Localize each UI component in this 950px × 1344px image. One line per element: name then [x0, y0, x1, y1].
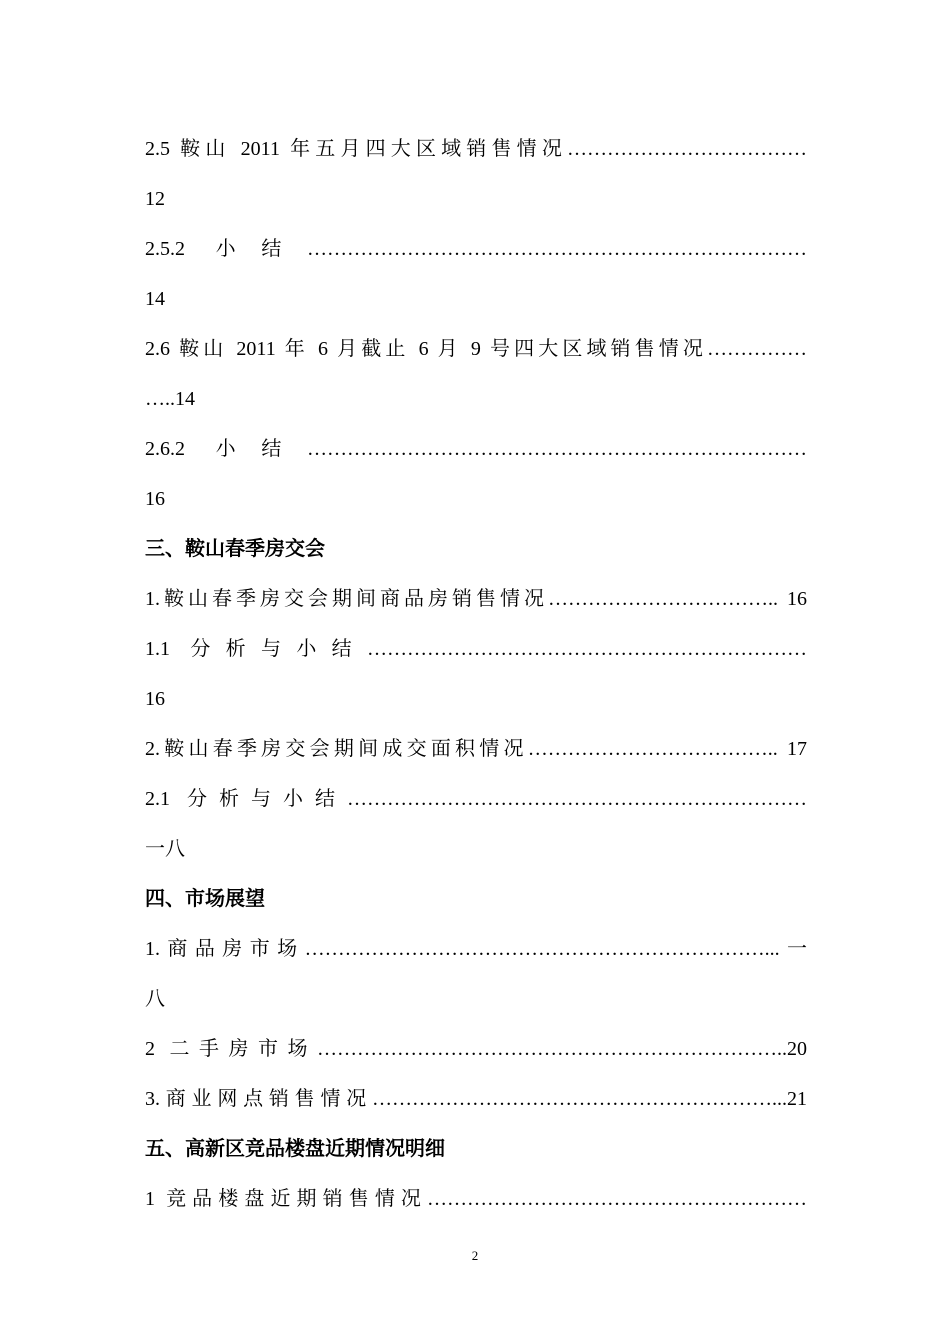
toc-page-ref: 一八	[145, 838, 185, 860]
toc-section-heading: 五、高新区竞品楼盘近期情况明细	[145, 1138, 445, 1160]
toc-section-heading: 四、市场展望	[145, 888, 265, 910]
toc-entry: 2.鞍山春季房交会期间成交面积情况……………………………….. 17	[145, 738, 807, 760]
toc-page-ref: …..14	[145, 388, 195, 410]
toc-entry: 3.商业网点销售情况……………………………………………………...21	[145, 1088, 807, 1110]
toc-entry: 2.1 分析与小结……………………………………………………………	[145, 788, 807, 810]
toc-entry: 1.1 分析与小结…………………………………………………………	[145, 638, 807, 660]
toc-page-ref: 16	[145, 688, 165, 710]
toc-entry: 2 二手房市场……………………………………………………………..20	[145, 1038, 807, 1060]
toc-entry: 2.6.2 小结…………………………………………………………………	[145, 438, 807, 460]
toc-entry: 2.5 鞍山 2011 年五月四大区域销售情况………………………………	[145, 138, 807, 160]
toc-entry: 1 竞品楼盘近期销售情况…………………………………………………	[145, 1188, 807, 1210]
toc-entry: 2.6 鞍山 2011 年 6 月截止 6 月 9 号四大区域销售情况……………	[145, 338, 807, 360]
table-of-contents	[145, 124, 807, 1224]
toc-entry: 2.5.2 小结…………………………………………………………………	[145, 238, 807, 260]
toc-page-ref: 14	[145, 288, 165, 310]
toc-entry: 1.鞍山春季房交会期间商品房销售情况…………………………….. 16	[145, 588, 807, 610]
toc-page-ref: 12	[145, 188, 165, 210]
toc-page-ref: 八	[145, 988, 165, 1010]
toc-entry: 1.商品房市场……………………………………………………………...一	[145, 938, 807, 960]
page-number: 2	[471, 1248, 479, 1263]
toc-section-heading: 三、鞍山春季房交会	[145, 538, 325, 560]
toc-page-ref: 16	[145, 488, 165, 510]
